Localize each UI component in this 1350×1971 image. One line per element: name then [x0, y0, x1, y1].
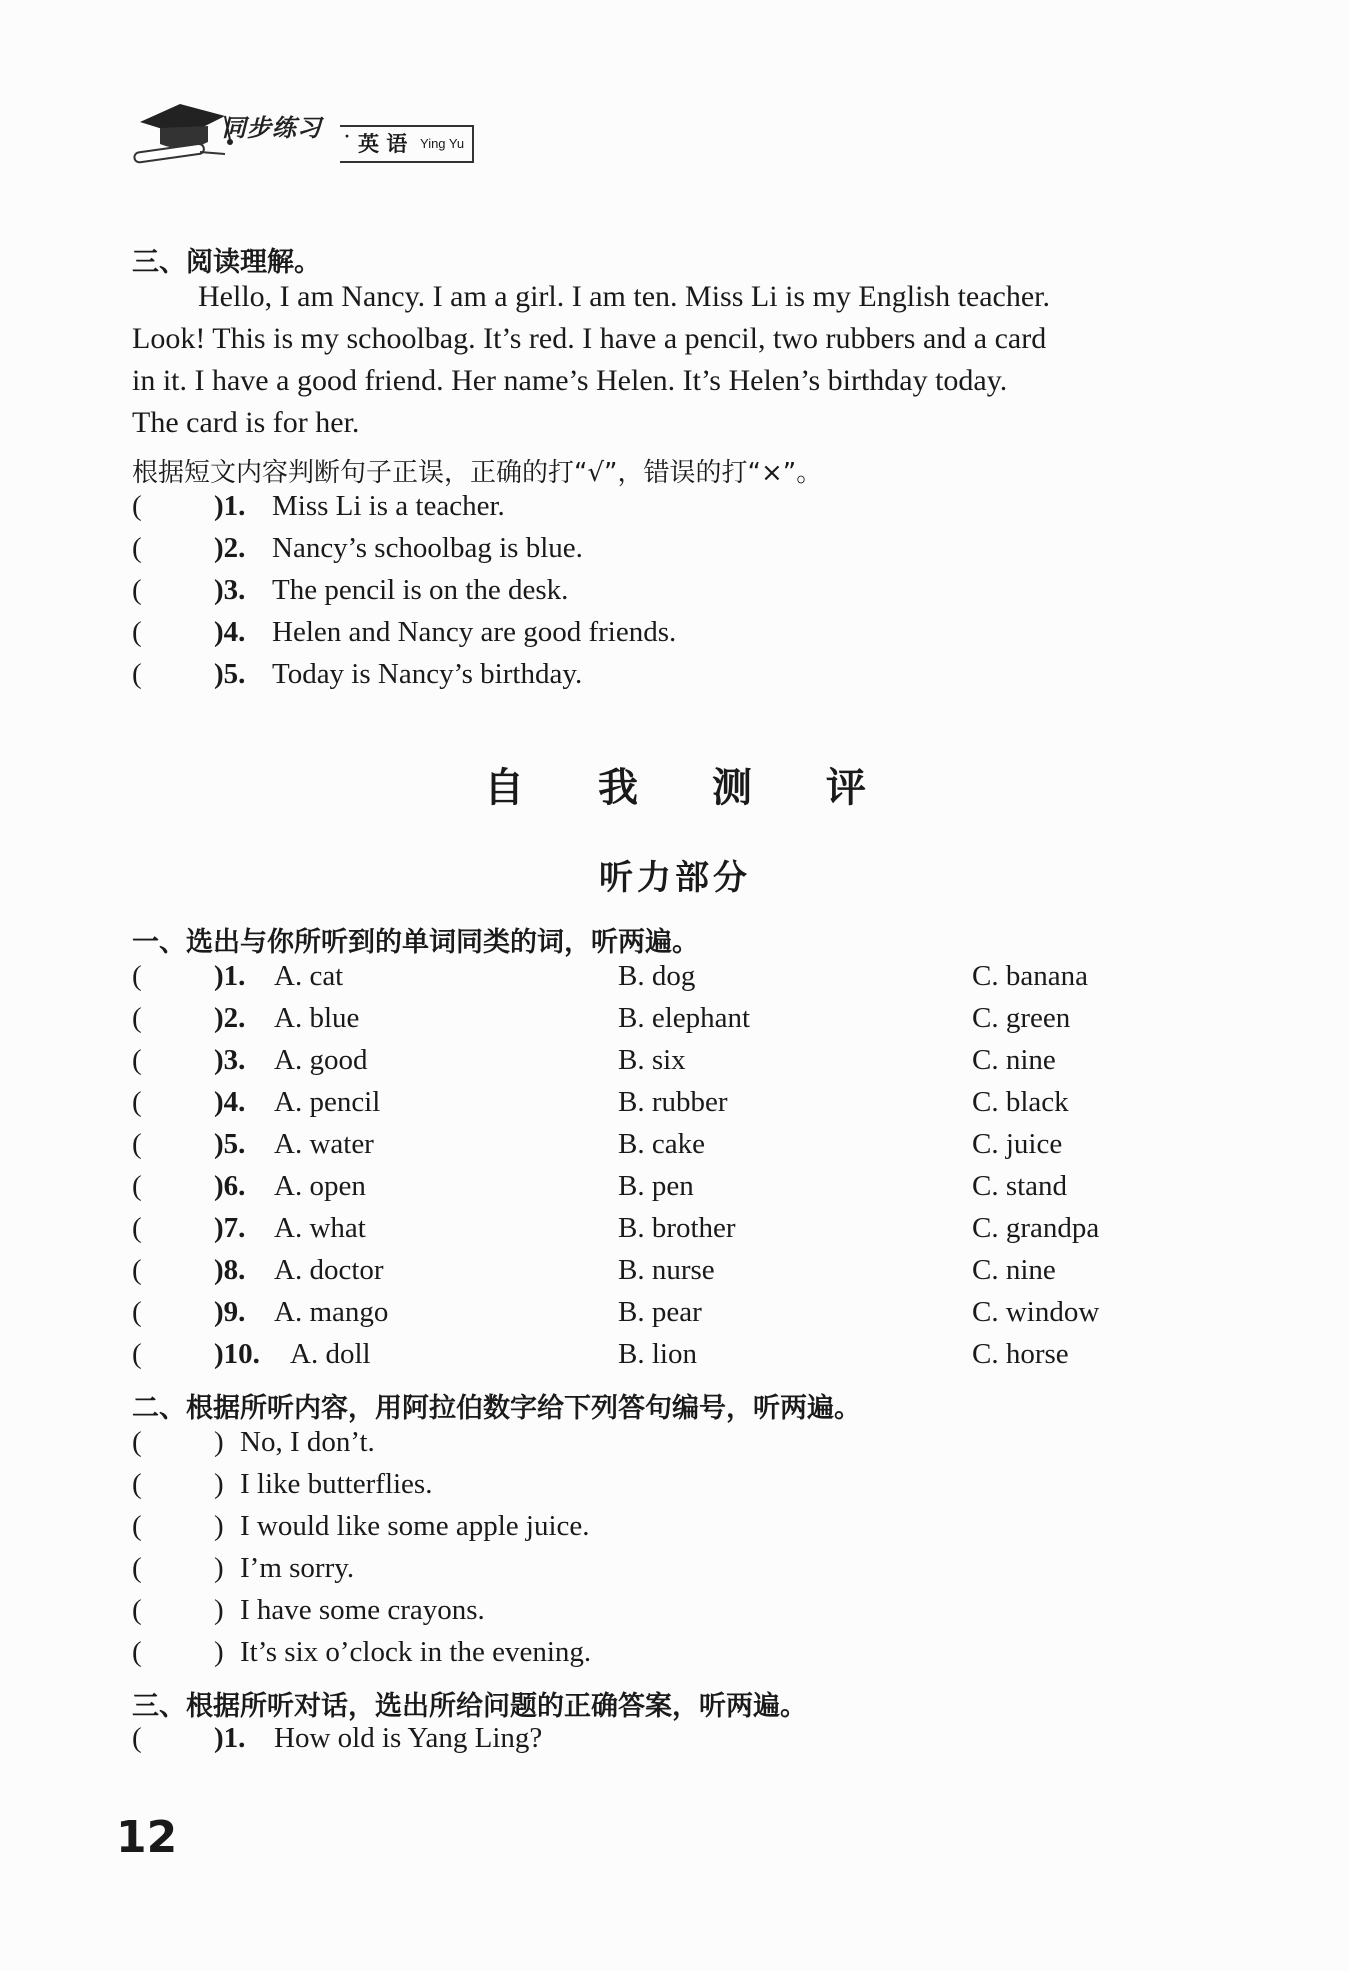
option-a: A. cat: [274, 960, 344, 992]
option-c: C. black: [972, 1086, 1069, 1118]
part1-heading: 一、选出与你所听到的单词同类的词，听两遍。: [132, 927, 699, 958]
option-c: C. nine: [972, 1254, 1056, 1286]
option-a: A. water: [274, 1128, 374, 1160]
reading-heading: 三、阅读理解。: [132, 247, 321, 278]
option-c: C. nine: [972, 1044, 1056, 1076]
judgement-item: ( )4. Helen and Nancy are good friends.: [132, 616, 677, 648]
option-b: B. brother: [618, 1212, 736, 1244]
section-title: 自 我 测 评: [484, 765, 896, 811]
separator-dot: ·: [344, 126, 351, 146]
answer-blank[interactable]: (: [132, 1044, 142, 1076]
option-b: B. nurse: [618, 1254, 715, 1286]
ordering-item: ( ) I’m sorry.: [132, 1552, 355, 1584]
passage-line: The card is for her.: [132, 406, 360, 439]
ordering-item: ( ) I have some crayons.: [132, 1594, 485, 1626]
answer-blank[interactable]: (: [132, 1254, 142, 1286]
answer-blank[interactable]: (: [132, 532, 142, 564]
judgement-item: ( )1. Miss Li is a teacher.: [132, 490, 505, 522]
choice-item: ( )1. A. cat B. dog C. banana: [132, 960, 1088, 992]
judgement-item: ( )2. Nancy’s schoolbag is blue.: [132, 532, 583, 564]
option-a: A. blue: [274, 1002, 360, 1034]
option-c: C. horse: [972, 1338, 1069, 1370]
passage-line: Look! This is my schoolbag. It’s red. I have a pencil, two rubbers and a card: [132, 322, 1047, 355]
choice-item: ( )3. A. good B. six C. nine: [132, 1044, 1056, 1076]
answer-blank[interactable]: (: [132, 1338, 142, 1370]
choice-item: ( )4. A. pencil B. rubber C. black: [132, 1086, 1069, 1118]
subject-pinyin: Ying Yu: [420, 136, 465, 151]
option-a: A. good: [274, 1044, 368, 1076]
answer-blank[interactable]: (: [132, 658, 142, 690]
header: [130, 92, 480, 172]
option-c: C. grandpa: [972, 1212, 1100, 1244]
option-a: A. open: [274, 1170, 366, 1202]
brand-title: 同步练习: [222, 114, 322, 142]
passage-line: in it. I have a good friend. Her name’s Helen. It’s Helen’s birthday today.: [132, 364, 1008, 397]
option-b: B. pear: [618, 1296, 702, 1328]
answer-blank[interactable]: (: [132, 1128, 142, 1160]
answer-blank[interactable]: (: [132, 1002, 142, 1034]
option-b: B. lion: [618, 1338, 697, 1370]
answer-blank[interactable]: (: [132, 1722, 142, 1754]
option-c: C. green: [972, 1002, 1071, 1034]
option-b: B. dog: [618, 960, 696, 992]
option-b: B. elephant: [618, 1002, 751, 1034]
option-c: C. juice: [972, 1128, 1063, 1160]
ordering-item: ( ) I like butterflies.: [132, 1468, 433, 1500]
choice-item: ( )7. A. what B. brother C. grandpa: [132, 1212, 1100, 1244]
ordering-item: ( ) No, I don’t.: [132, 1426, 375, 1458]
ordering-item: ( ) I would like some apple juice.: [132, 1510, 590, 1542]
option-a: A. mango: [274, 1296, 389, 1328]
choice-item: ( )2. A. blue B. elephant C. green: [132, 1002, 1071, 1034]
answer-blank[interactable]: (: [132, 1086, 142, 1118]
answer-blank[interactable]: (: [132, 1636, 142, 1668]
judgement-item: ( )5. Today is Nancy’s birthday.: [132, 658, 583, 690]
subject-label: 英 语: [358, 132, 408, 156]
page-number: 12: [116, 1812, 178, 1863]
option-c: C. window: [972, 1296, 1100, 1328]
judgement-item: ( )3. The pencil is on the desk.: [132, 574, 569, 606]
answer-blank[interactable]: (: [132, 1552, 142, 1584]
answer-blank[interactable]: (: [132, 574, 142, 606]
ordering-item: ( ) It’s six o’clock in the evening.: [132, 1636, 592, 1668]
option-a: A. doctor: [274, 1254, 384, 1286]
choice-item: ( )8. A. doctor B. nurse C. nine: [132, 1254, 1056, 1286]
answer-blank[interactable]: (: [132, 1594, 142, 1626]
option-b: B. rubber: [618, 1086, 728, 1118]
passage-line: Hello, I am Nancy. I am a girl. I am ten. Miss Li is my English teacher.: [198, 280, 1051, 313]
option-b: B. six: [618, 1044, 686, 1076]
sub-title: 听力部分: [599, 858, 751, 898]
option-c: C. stand: [972, 1170, 1068, 1202]
choice-item: ( )10. A. doll B. lion C. horse: [132, 1338, 1069, 1370]
option-a: A. pencil: [274, 1086, 381, 1118]
choice-item: ( )5. A. water B. cake C. juice: [132, 1128, 1063, 1160]
part3-heading: 三、根据所听对话，选出所给问题的正确答案，听两遍。: [132, 1691, 807, 1722]
reading-instruction: 根据短文内容判断句子正误，正确的打“√”，错误的打“×”。: [132, 458, 823, 488]
answer-blank[interactable]: (: [132, 960, 142, 992]
answer-blank[interactable]: (: [132, 1468, 142, 1500]
option-a: A. what: [274, 1212, 366, 1244]
answer-blank[interactable]: (: [132, 490, 142, 522]
answer-blank[interactable]: (: [132, 616, 142, 648]
answer-blank[interactable]: (: [132, 1170, 142, 1202]
part2-heading: 二、根据所听内容，用阿拉伯数字给下列答句编号，听两遍。: [132, 1393, 861, 1424]
option-b: B. cake: [618, 1128, 705, 1160]
option-a: A. doll: [290, 1338, 371, 1370]
answer-blank[interactable]: (: [132, 1510, 142, 1542]
option-c: C. banana: [972, 960, 1088, 992]
choice-item: ( )9. A. mango B. pear C. window: [132, 1296, 1100, 1328]
answer-blank[interactable]: (: [132, 1296, 142, 1328]
answer-blank[interactable]: (: [132, 1212, 142, 1244]
question-item: ( )1. How old is Yang Ling?: [132, 1722, 543, 1754]
option-b: B. pen: [618, 1170, 694, 1202]
choice-item: ( )6. A. open B. pen C. stand: [132, 1170, 1068, 1202]
answer-blank[interactable]: (: [132, 1426, 142, 1458]
